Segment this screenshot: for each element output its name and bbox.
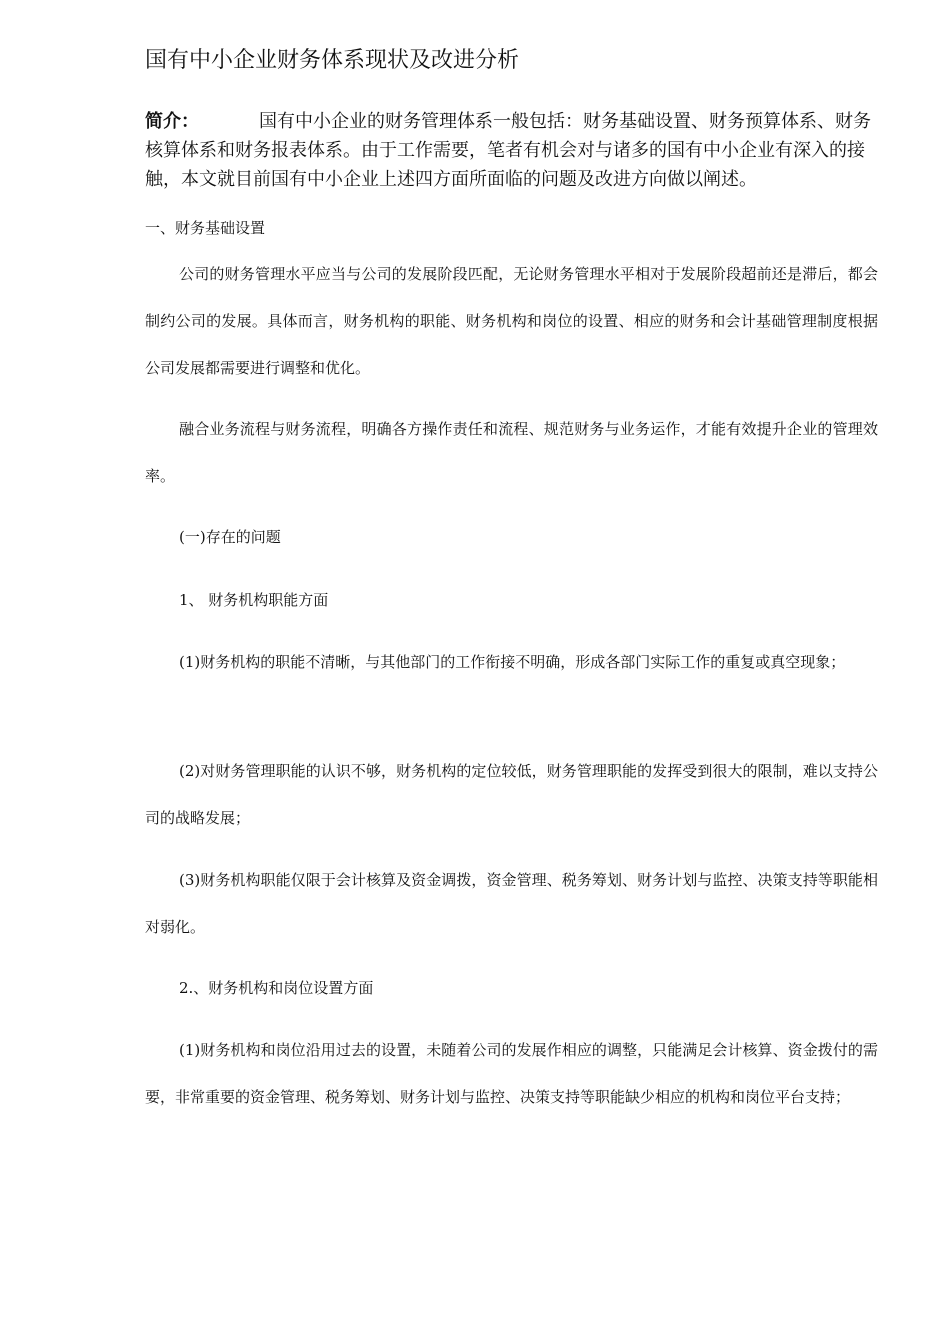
item-heading-function: 1、 财务机构职能方面 [179,591,329,609]
section-heading-basic-setup: 一、财务基础设置 [145,219,266,237]
paragraph-process-integration: 融合业务流程与财务流程，明确各方操作责任和流程、规范财务与业务运作，才能有效提升企业的管理效率。 [145,420,878,485]
item-heading-structure: 2.、财务机构和岗位设置方面 [179,979,374,997]
intro-label: 简介： [145,111,199,132]
document-title: 国有中小企业财务体系现状及改进分析 [145,48,520,73]
intro-text: 国有中小企业的财务管理体系一般包括：财务基础设置、财务预算体系、财务核算体系和财务报表体系。由于工作需要，笔者有机会对与诸多的国有中小企业有深入的接触，本文就目前国有中小企业上述四方面所面临的问题及改进方向做以阐述。 [145,111,871,190]
intro-paragraph [145,107,878,194]
list-item-function-2: (2)对财务管理职能的认识不够，财务机构的定位较低，财务管理职能的发挥受到很大的限制，难以支持公司的战略发展； [145,762,878,827]
subsection-heading-problems: (一)存在的问题 [179,528,281,546]
list-item-structure-1: (1)财务机构和岗位沿用过去的设置，未随着公司的发展作相应的调整，只能满足会计核算、资金拨付的需要，非常重要的资金管理、税务筹划、财务计划与监控、决策支持等职能缺少相应的机构和岗位平台支持； [145,1041,878,1106]
paragraph-management-level: 公司的财务管理水平应当与公司的发展阶段匹配，无论财务管理水平相对于发展阶段超前还是滞后，都会制约公司的发展。具体而言，财务机构的职能、财务机构和岗位的设置、相应的财务和会计基础管理制度根据公司发展都需要进行调整和优化。 [145,265,878,377]
list-item-function-3: (3)财务机构职能仅限于会计核算及资金调拨，资金管理、税务筹划、财务计划与监控、决策支持等职能相对弱化。 [145,871,878,936]
list-item-function-1: (1)财务机构的职能不清晰，与其他部门的工作衔接不明确，形成各部门实际工作的重复或真空现象； [179,653,846,671]
